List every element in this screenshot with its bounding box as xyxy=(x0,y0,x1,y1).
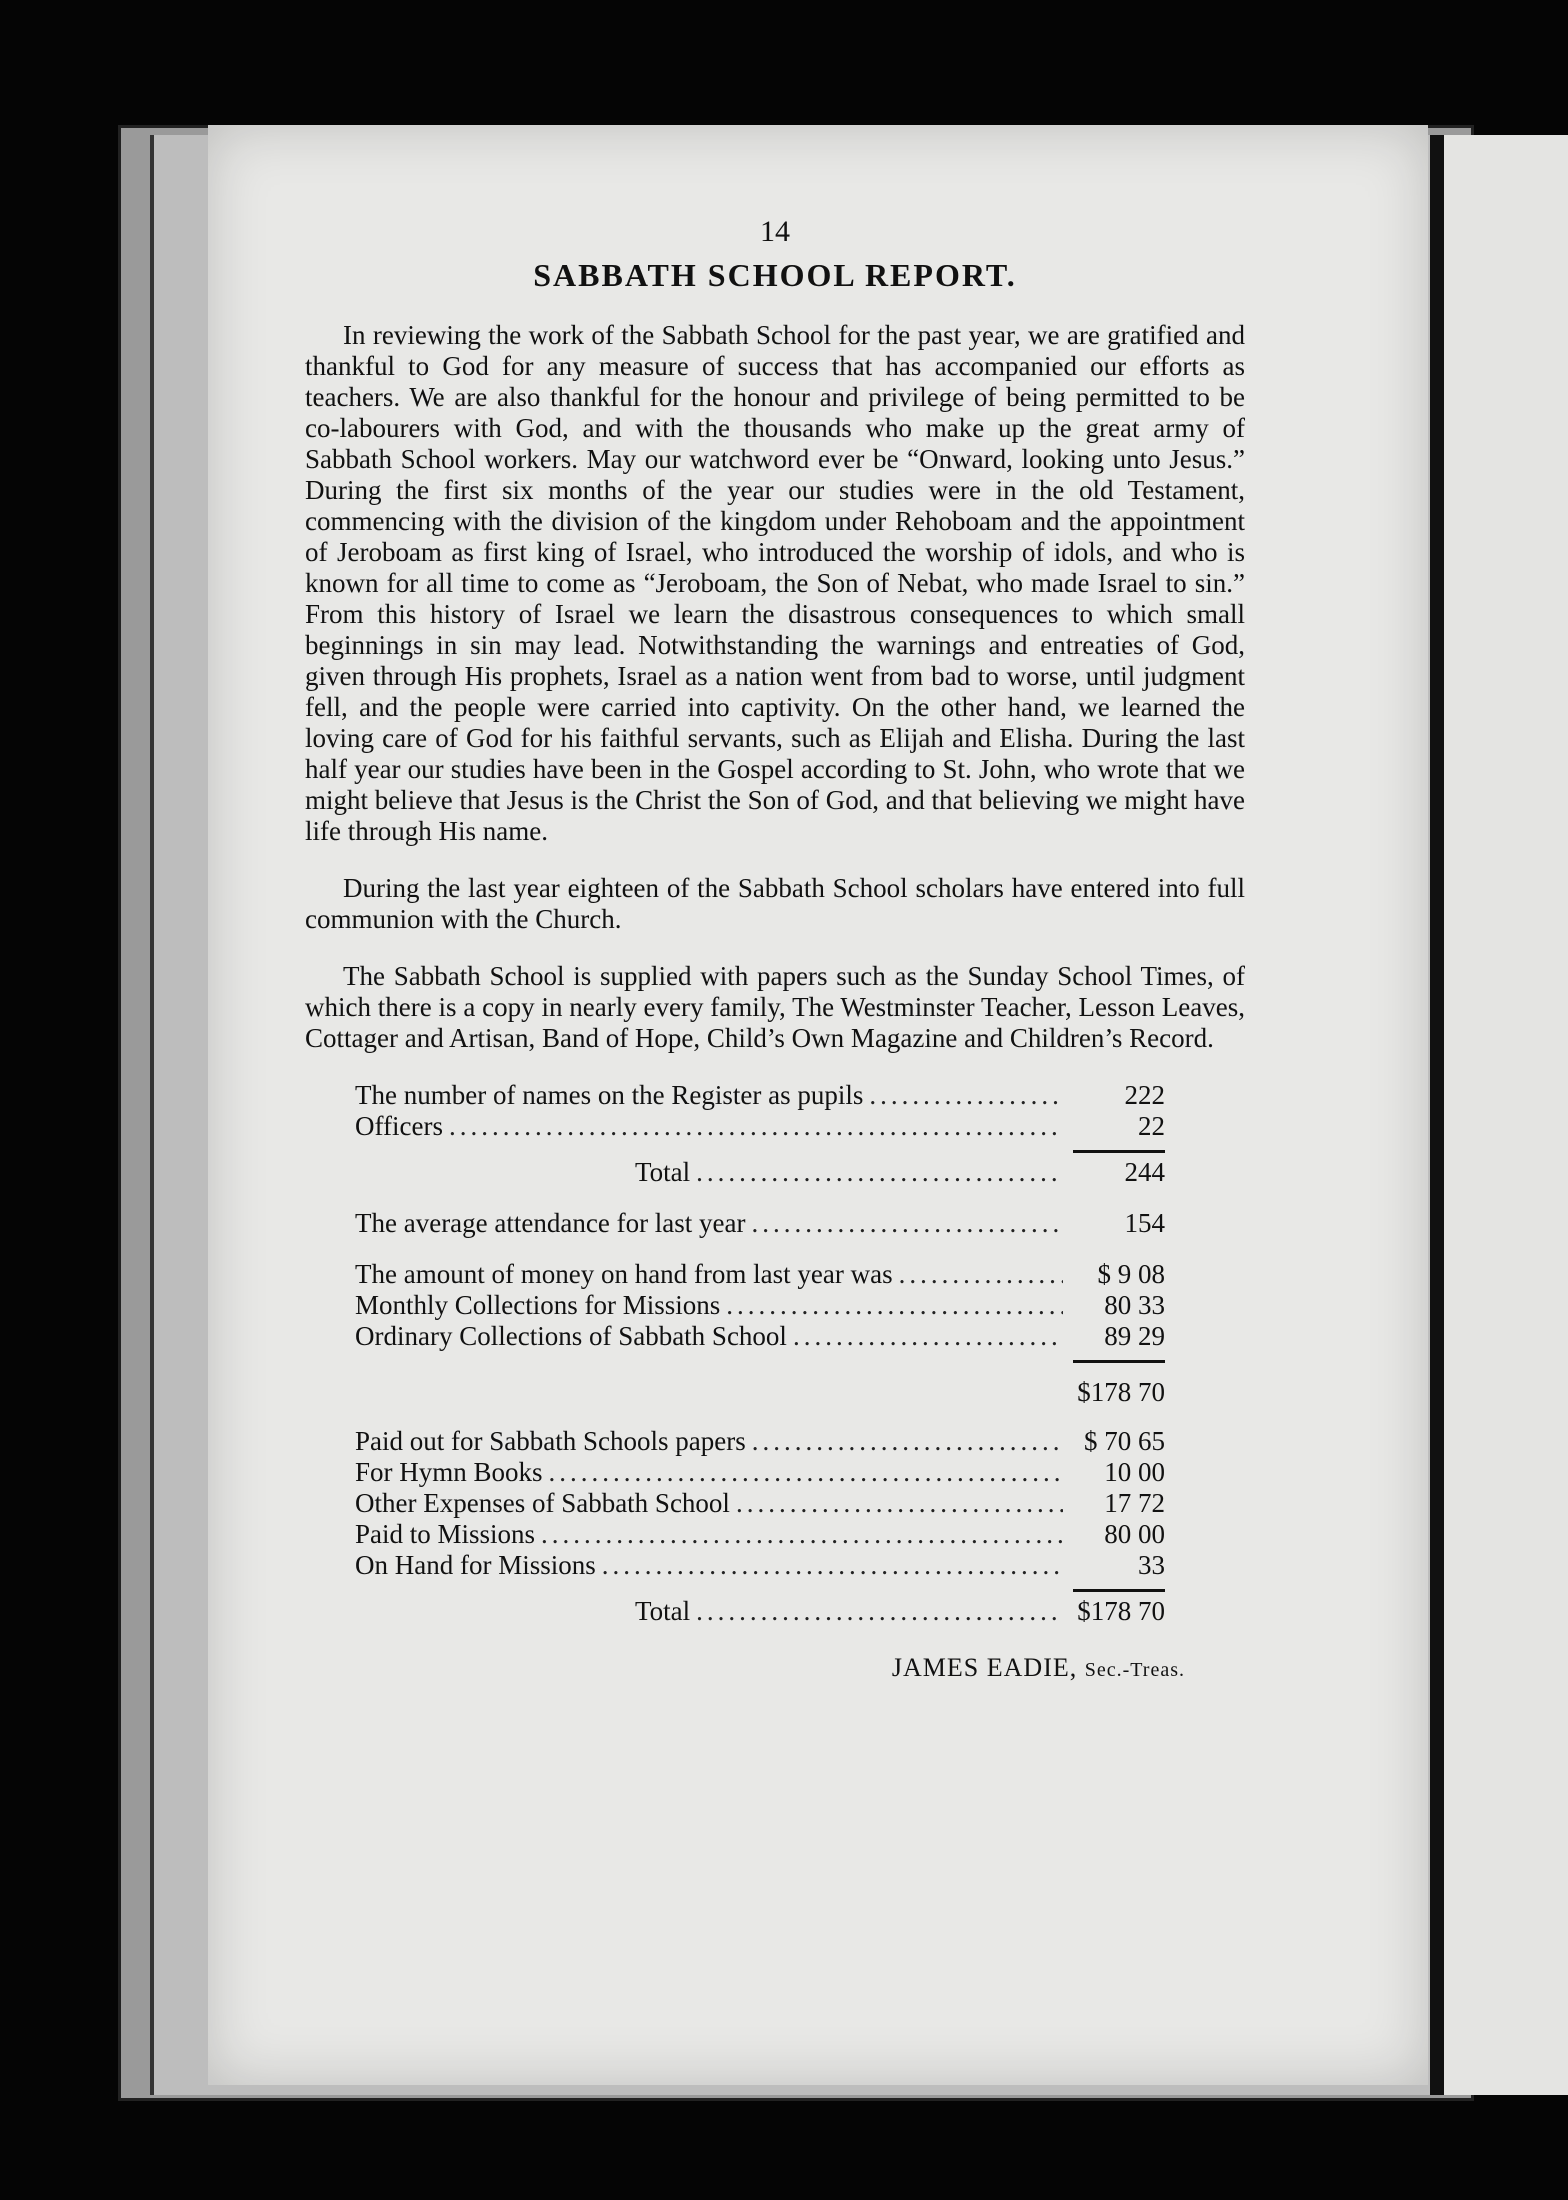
total-rule xyxy=(355,1150,1165,1153)
expense-value: 80 00 xyxy=(1104,1519,1165,1549)
facing-page-edge xyxy=(1430,135,1568,2095)
receipts-total: $178 70 xyxy=(1077,1377,1165,1407)
leader-dots xyxy=(696,1157,1063,1188)
receipt-row xyxy=(355,1290,1165,1321)
expenses-rule xyxy=(355,1589,1165,1592)
attendance-label: The average attendance for last year xyxy=(355,1208,746,1238)
receipt-label: The amount of money on hand from last year was xyxy=(355,1259,893,1289)
leader-dots xyxy=(736,1488,1063,1519)
receipt-row xyxy=(355,1321,1165,1352)
expense-value: 33 xyxy=(1138,1550,1165,1580)
attendance-value: 154 xyxy=(1124,1208,1165,1238)
expense-value: 10 00 xyxy=(1104,1457,1165,1487)
receipts-rule xyxy=(355,1360,1165,1363)
expense-row xyxy=(355,1550,1165,1581)
leader-dots xyxy=(696,1596,1063,1627)
register-pupils-label: The number of names on the Register as pupils xyxy=(355,1080,864,1110)
expense-row xyxy=(355,1519,1165,1550)
leader-dots xyxy=(726,1290,1063,1321)
expense-label: Paid out for Sabbath Schools papers xyxy=(355,1426,746,1456)
register-pupils-row xyxy=(355,1080,1165,1111)
leader-dots xyxy=(752,1208,1063,1239)
leader-dots xyxy=(793,1321,1063,1352)
expense-label: For Hymn Books xyxy=(355,1457,543,1487)
register-total-label: Total xyxy=(635,1157,691,1187)
receipt-label: Monthly Collections for Missions xyxy=(355,1290,721,1320)
report-title: SABBATH SCHOOL REPORT. xyxy=(533,257,1017,293)
register-total-value: 244 xyxy=(1124,1157,1165,1187)
expenses-total-row xyxy=(355,1596,1165,1627)
expense-row xyxy=(355,1457,1165,1488)
expense-row xyxy=(355,1488,1165,1519)
register-total-row xyxy=(355,1157,1165,1188)
register-officers-label: Officers xyxy=(355,1111,443,1141)
register-officers-value: 22 xyxy=(1138,1111,1165,1141)
expense-label: Paid to Missions xyxy=(355,1519,536,1549)
receipt-value: 89 29 xyxy=(1104,1321,1165,1351)
paragraph-review: In reviewing the work of the Sabbath School for the past year, we are gratified and thankful to God for any measure of success that has accompanied our efforts as teachers. We are also thankful for the honour and privilege of being permitted to be co-labourers with God, and with the thousands who make up the great army of Sabbath School workers. May our watchword ever be “Onward, looking unto Jesus.” During the first six months of the year our studies were in the old Testament, commencing with the division of the kingdom under Rehoboam and the appointment of Jeroboam as first king of Israel, who introduced the worship of idols, and who is known for all time to come as “Jeroboam, the Son of Nebat, who made Israel to sin.” From this history of Israel we learn the disastrous consequences to which small beginnings in sin may lead. Notwithstanding the warnings and entreaties of God, given through His prophets, Israel as a nation went from bad to worse, until judgment fell, and the people were carried into captivity. On the other hand, we learned the loving care of God for his faithful servants, such as Elijah and Elisha. During the last half year our studies have been in the Gospel according to St. John, who wrote that we might believe that Jesus is the Christ the Son of God, and that believing we might have life through His name. xyxy=(305,320,1245,846)
statistics-table xyxy=(355,1080,1165,1627)
leader-dots xyxy=(899,1259,1063,1290)
page-number: 14 xyxy=(760,215,790,248)
attendance-row xyxy=(355,1208,1165,1239)
receipt-row xyxy=(355,1259,1165,1290)
leader-dots xyxy=(541,1519,1063,1550)
receipt-value: $ 9 08 xyxy=(1097,1259,1165,1289)
expenses-total-value: $178 70 xyxy=(1077,1596,1165,1626)
paragraph-communion: During the last year eighteen of the Sabbath School scholars have entered into full communion with the Church. xyxy=(305,873,1245,934)
expense-row xyxy=(355,1426,1165,1457)
report-content xyxy=(305,215,1245,1683)
leader-dots xyxy=(449,1111,1063,1142)
expenses-total-label: Total xyxy=(635,1596,691,1626)
leader-dots xyxy=(602,1550,1063,1581)
expense-label: On Hand for Missions xyxy=(355,1550,596,1580)
register-officers-row xyxy=(355,1111,1165,1142)
expense-value: 17 72 xyxy=(1104,1488,1165,1518)
expense-value: $ 70 65 xyxy=(1084,1426,1165,1456)
signature xyxy=(305,1653,1185,1683)
paragraph-papers: The Sabbath School is supplied with papers such as the Sunday School Times, of which there is a copy in nearly every family, The Westminster Teacher, Lesson Leaves, Cottager and Artisan, Band of Hope, Child’s Own Magazine and Children’s Record. xyxy=(305,961,1245,1053)
receipt-label: Ordinary Collections of Sabbath School xyxy=(355,1321,787,1351)
receipt-value: 80 33 xyxy=(1104,1290,1165,1320)
register-pupils-value: 222 xyxy=(1124,1080,1165,1110)
leader-dots xyxy=(869,1080,1063,1111)
signature-role: Sec.-Treas. xyxy=(1084,1659,1185,1681)
expense-label: Other Expenses of Sabbath School xyxy=(355,1488,730,1518)
signature-name: JAMES EADIE, xyxy=(891,1653,1078,1682)
leader-dots xyxy=(549,1457,1063,1488)
leader-dots xyxy=(752,1426,1063,1457)
